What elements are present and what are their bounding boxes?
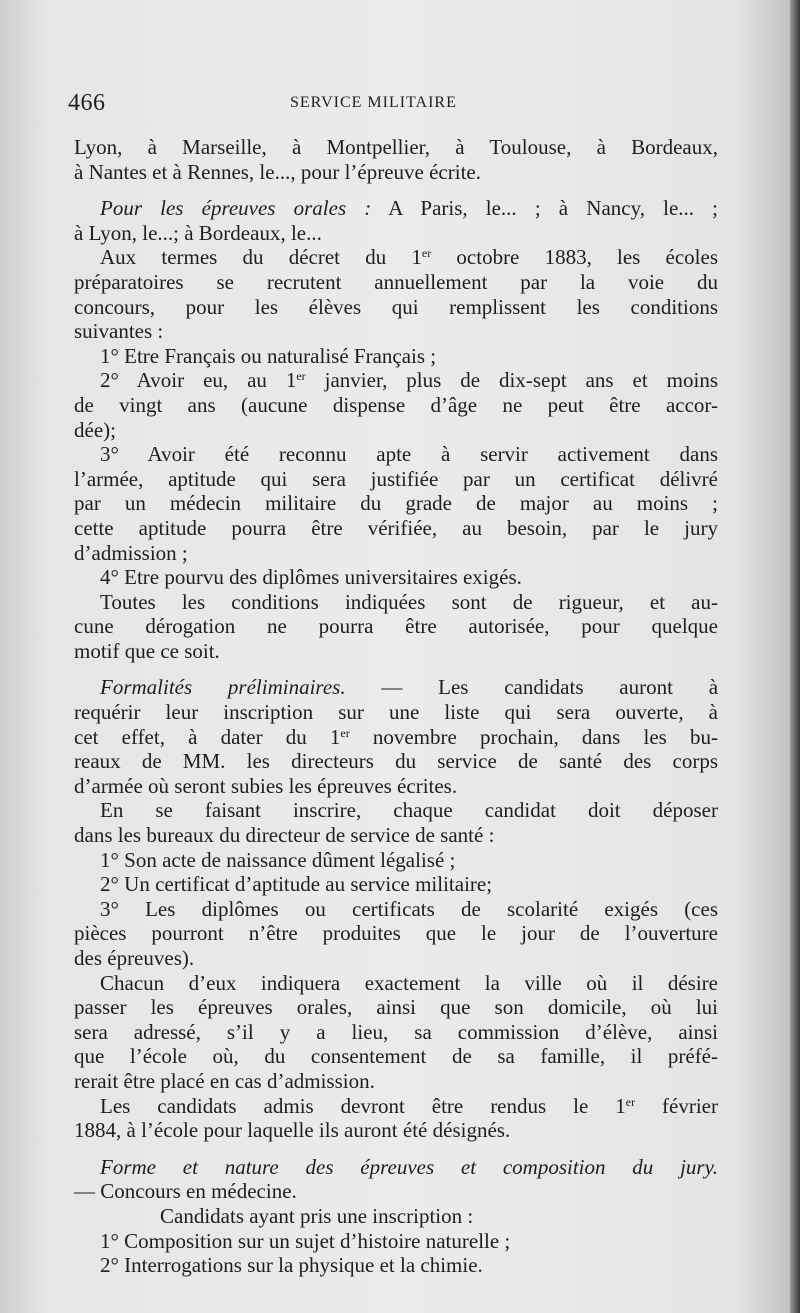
text-line: Pour les épreuves orales : A Paris, le... ; à Nancy, le... ; [100,196,718,221]
text-line: Aux termes du décret du 1er octobre 1883, les écoles [100,245,718,270]
text-line: Les candidats admis devront être rendus le 1er février [100,1093,718,1118]
text-line: dée); [74,417,116,442]
text-line: 2° Un certificat d’aptitude au service militaire; [100,872,493,897]
text-line: 3° Les diplômes ou certificats de scolarité exigés (ces [100,896,718,921]
text-line: Toutes les conditions indiquées sont de rigueur, et au- [100,589,718,614]
italic-heading: Pour les épreuves orales : [100,196,372,221]
text-line: 3° Avoir été reconnu apte à servir activement dans [100,442,718,467]
text-line: 1884, à l’école pour laquelle ils auront été désignés. [74,1118,511,1143]
text-line: des épreuves). [74,946,195,970]
text-line: 2° Avoir eu, au 1er janvier, plus de dix-sept ans et moins [100,368,718,393]
text-line: préparatoires se recrutent annuellement par la voie du [74,269,718,294]
text-line: de vingt ans (aucune dispense d’âge ne peut être accor- [74,392,718,417]
text-line: cet effet, à dater du 1er novembre prochain, dans les bu- [74,724,718,749]
text-line: Chacun d’eux indiquera exactement la ville où il désire [100,970,718,995]
text-line: Lyon, à Marseille, à Montpellier, à Toulouse, à Bordeaux, [74,135,718,159]
text-line: rerait être placé en cas d’admission. [74,1068,375,1093]
text-line [74,1155,718,1180]
text-line: En se faisant inscrire, chaque candidat doit déposer [100,798,718,823]
text-line: 1° Son acte de naissance dûment légalisé ; [100,847,456,872]
text-line: que l’école où, du consentement de sa famille, il préfé- [74,1044,718,1069]
page-header [68,90,718,120]
text-line: concours, pour les élèves qui remplissent les conditions [74,294,718,319]
text-line: par un médecin militaire du grade de major au moins ; [74,491,718,516]
text-line: Formalités préliminaires. — Les candidats auront à [100,675,718,700]
text-line: requérir leur inscription sur une liste qui sera ouverte, à [74,700,718,725]
text-line: motif que ce soit. [74,638,220,663]
text-line: 4° Etre pourvu des diplômes universitaires exigés. [100,565,522,590]
text-line: l’armée, aptitude qui sera justifiée par un certificat délivré [74,466,718,491]
text-line: cune dérogation ne pourra être autorisée, pour quelque [74,614,718,639]
page-number: 466 [68,90,106,116]
text-line: à Nantes et à Rennes, le..., pour l’épreuve écrite. [74,159,481,184]
italic-heading: Forme et nature des épreuves et composition du jury. [100,1154,718,1179]
running-head: SERVICE MILITAIRE [290,94,457,111]
text-line: reaux de MM. les directeurs du service de santé des corps [74,749,718,774]
text-line: 2° Interrogations sur la physique et la chimie. [100,1253,483,1278]
text-line: passer les épreuves orales, ainsi que son domicile, où lui [74,995,718,1020]
text-line: cette aptitude pourra être vérifiée, au besoin, par le jury [74,515,718,540]
italic-heading: Formalités préliminaires. [100,675,346,700]
page-edge-shadow [790,0,800,1313]
text-line: 1° Composition sur un sujet d’histoire naturelle ; [100,1228,511,1253]
text-line: — Concours en médecine. [74,1179,297,1204]
text-line: d’admission ; [74,540,188,565]
text-line: d’armée où seront subies les épreuves écrites. [74,773,458,798]
text-line: Candidats ayant pris une inscription : [160,1203,474,1228]
text-line: sera adressé, s’il y a lieu, sa commission d’élève, ainsi [74,1019,718,1044]
text-line: pièces pourront n’être produites que le jour de l’ouverture [74,921,718,946]
text-line: à Lyon, le...; à Bordeaux, le... [74,220,322,245]
body-text [74,135,718,1278]
text-line: suivantes : [74,319,164,344]
text-line: dans les bureaux du directeur de service de santé : [74,823,495,848]
text-line: 1° Etre Français ou naturalisé Français ; [100,343,437,368]
